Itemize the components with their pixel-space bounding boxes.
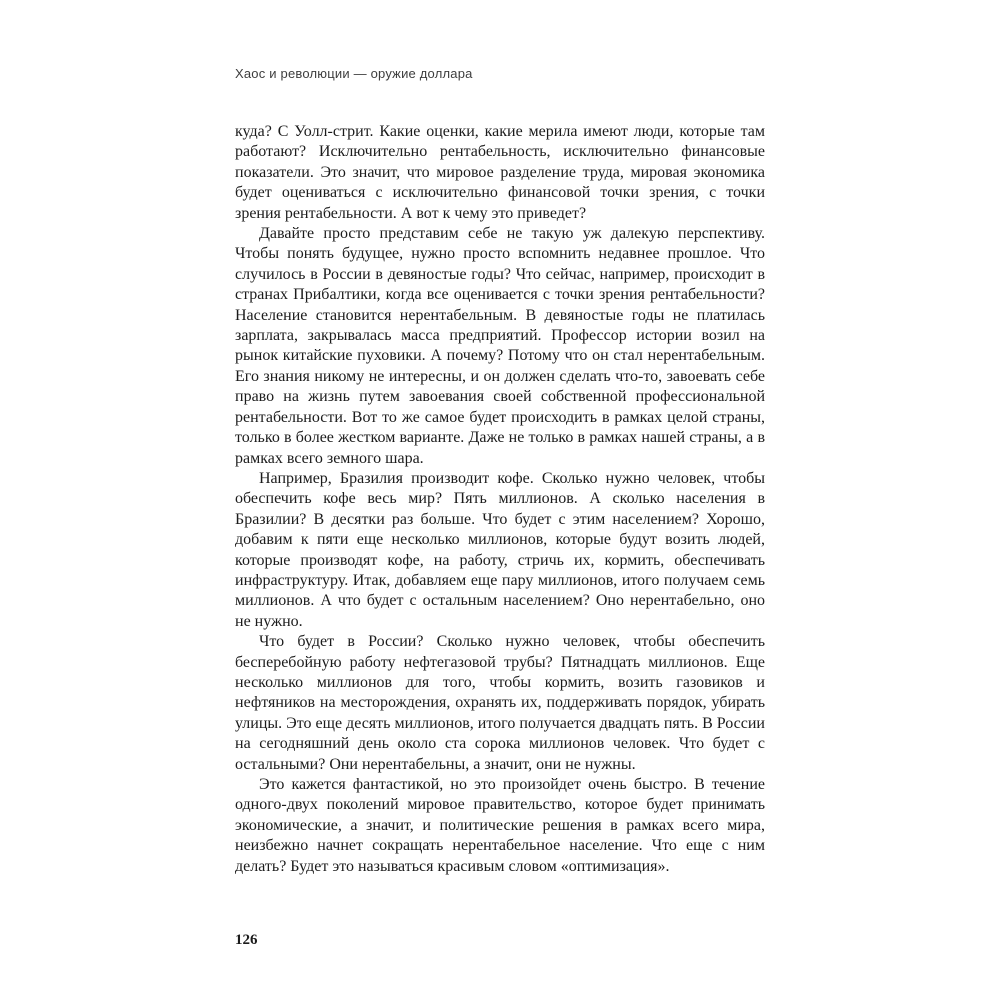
paragraph: Это кажется фантастикой, но это произойдет очень быстро. В течение одного-двух поколений мировое правительство, которое будет принимать экономические, а значит, и политические решения в рамках всего мира, неизбежно начнет сокращать нерентабельное население. Что еще с ним делать? Будет это называться красивым словом «оптимизация».	[235, 776, 765, 875]
paragraph: куда? С Уолл-стрит. Какие оценки, какие мерила имеют люди, которые там работают? Исключительно рентабельность, исключительно финансовые показатели. Это значит, что мировое разделение труда, мировая экономика будет оцениваться с исключительно финансовой точки зрения, с точки зрения рентабельности. А вот к чему это приведет?	[235, 123, 765, 222]
running-header: Хаос и революции — оружие доллара	[235, 66, 473, 81]
page-number: 126	[235, 932, 258, 948]
paragraph: Что будет в России? Сколько нужно человек, чтобы обеспечить бесперебойную работу нефтегазовой трубы? Пятнадцать миллионов. Еще несколько миллионов для того, чтобы кормить, возить газовиков и нефтяников на месторождения, охранять их, поддерживать порядок, убирать улицы. Это еще десять миллионов, итого получается двадцать пять. В России на сегодняшний день около ста сорока миллионов человек. Что будет с остальными? Они нерентабельны, а значит, они не нужны.	[235, 633, 765, 773]
body-text	[235, 122, 765, 877]
paragraph: Давайте просто представим себе не такую уж далекую перспективу. Чтобы понять будущее, нужно просто вспомнить недавнее прошлое. Что случилось в России в девяностые годы? Что сейчас, например, происходит в странах Прибалтики, когда все оценивается с точки зрения рентабельности? Население становится нерентабельным. В девяностые годы не платилась зарплата, закрывалась масса предприятий. Профессор истории возил на рынок китайские пуховики. А почему? Потому что он стал нерентабельным. Его знания никому не интересны, и он должен сделать что-то, завоевать себе право на жизнь путем завоевания своей собственной профессиональной рентабельности. Вот то же самое будет происходить в рамках целой страны, только в более жестком варианте. Даже не только в рамках нашей страны, а в рамках всего земного шара.	[235, 225, 765, 467]
paragraph: Например, Бразилия производит кофе. Сколько нужно человек, чтобы обеспечить кофе весь мир? Пять миллионов. А сколько населения в Бразилии? В десятки раз больше. Что будет с этим населением? Хорошо, добавим к пяти еще несколько миллионов, которые будут возить людей, которые производят кофе, на работу, стричь их, кормить, обеспечивать инфраструктуру. Итак, добавляем еще пару миллионов, итого получаем семь миллионов. А что будет с остальным населением? Оно нерентабельно, оно не нужно.	[235, 469, 765, 630]
